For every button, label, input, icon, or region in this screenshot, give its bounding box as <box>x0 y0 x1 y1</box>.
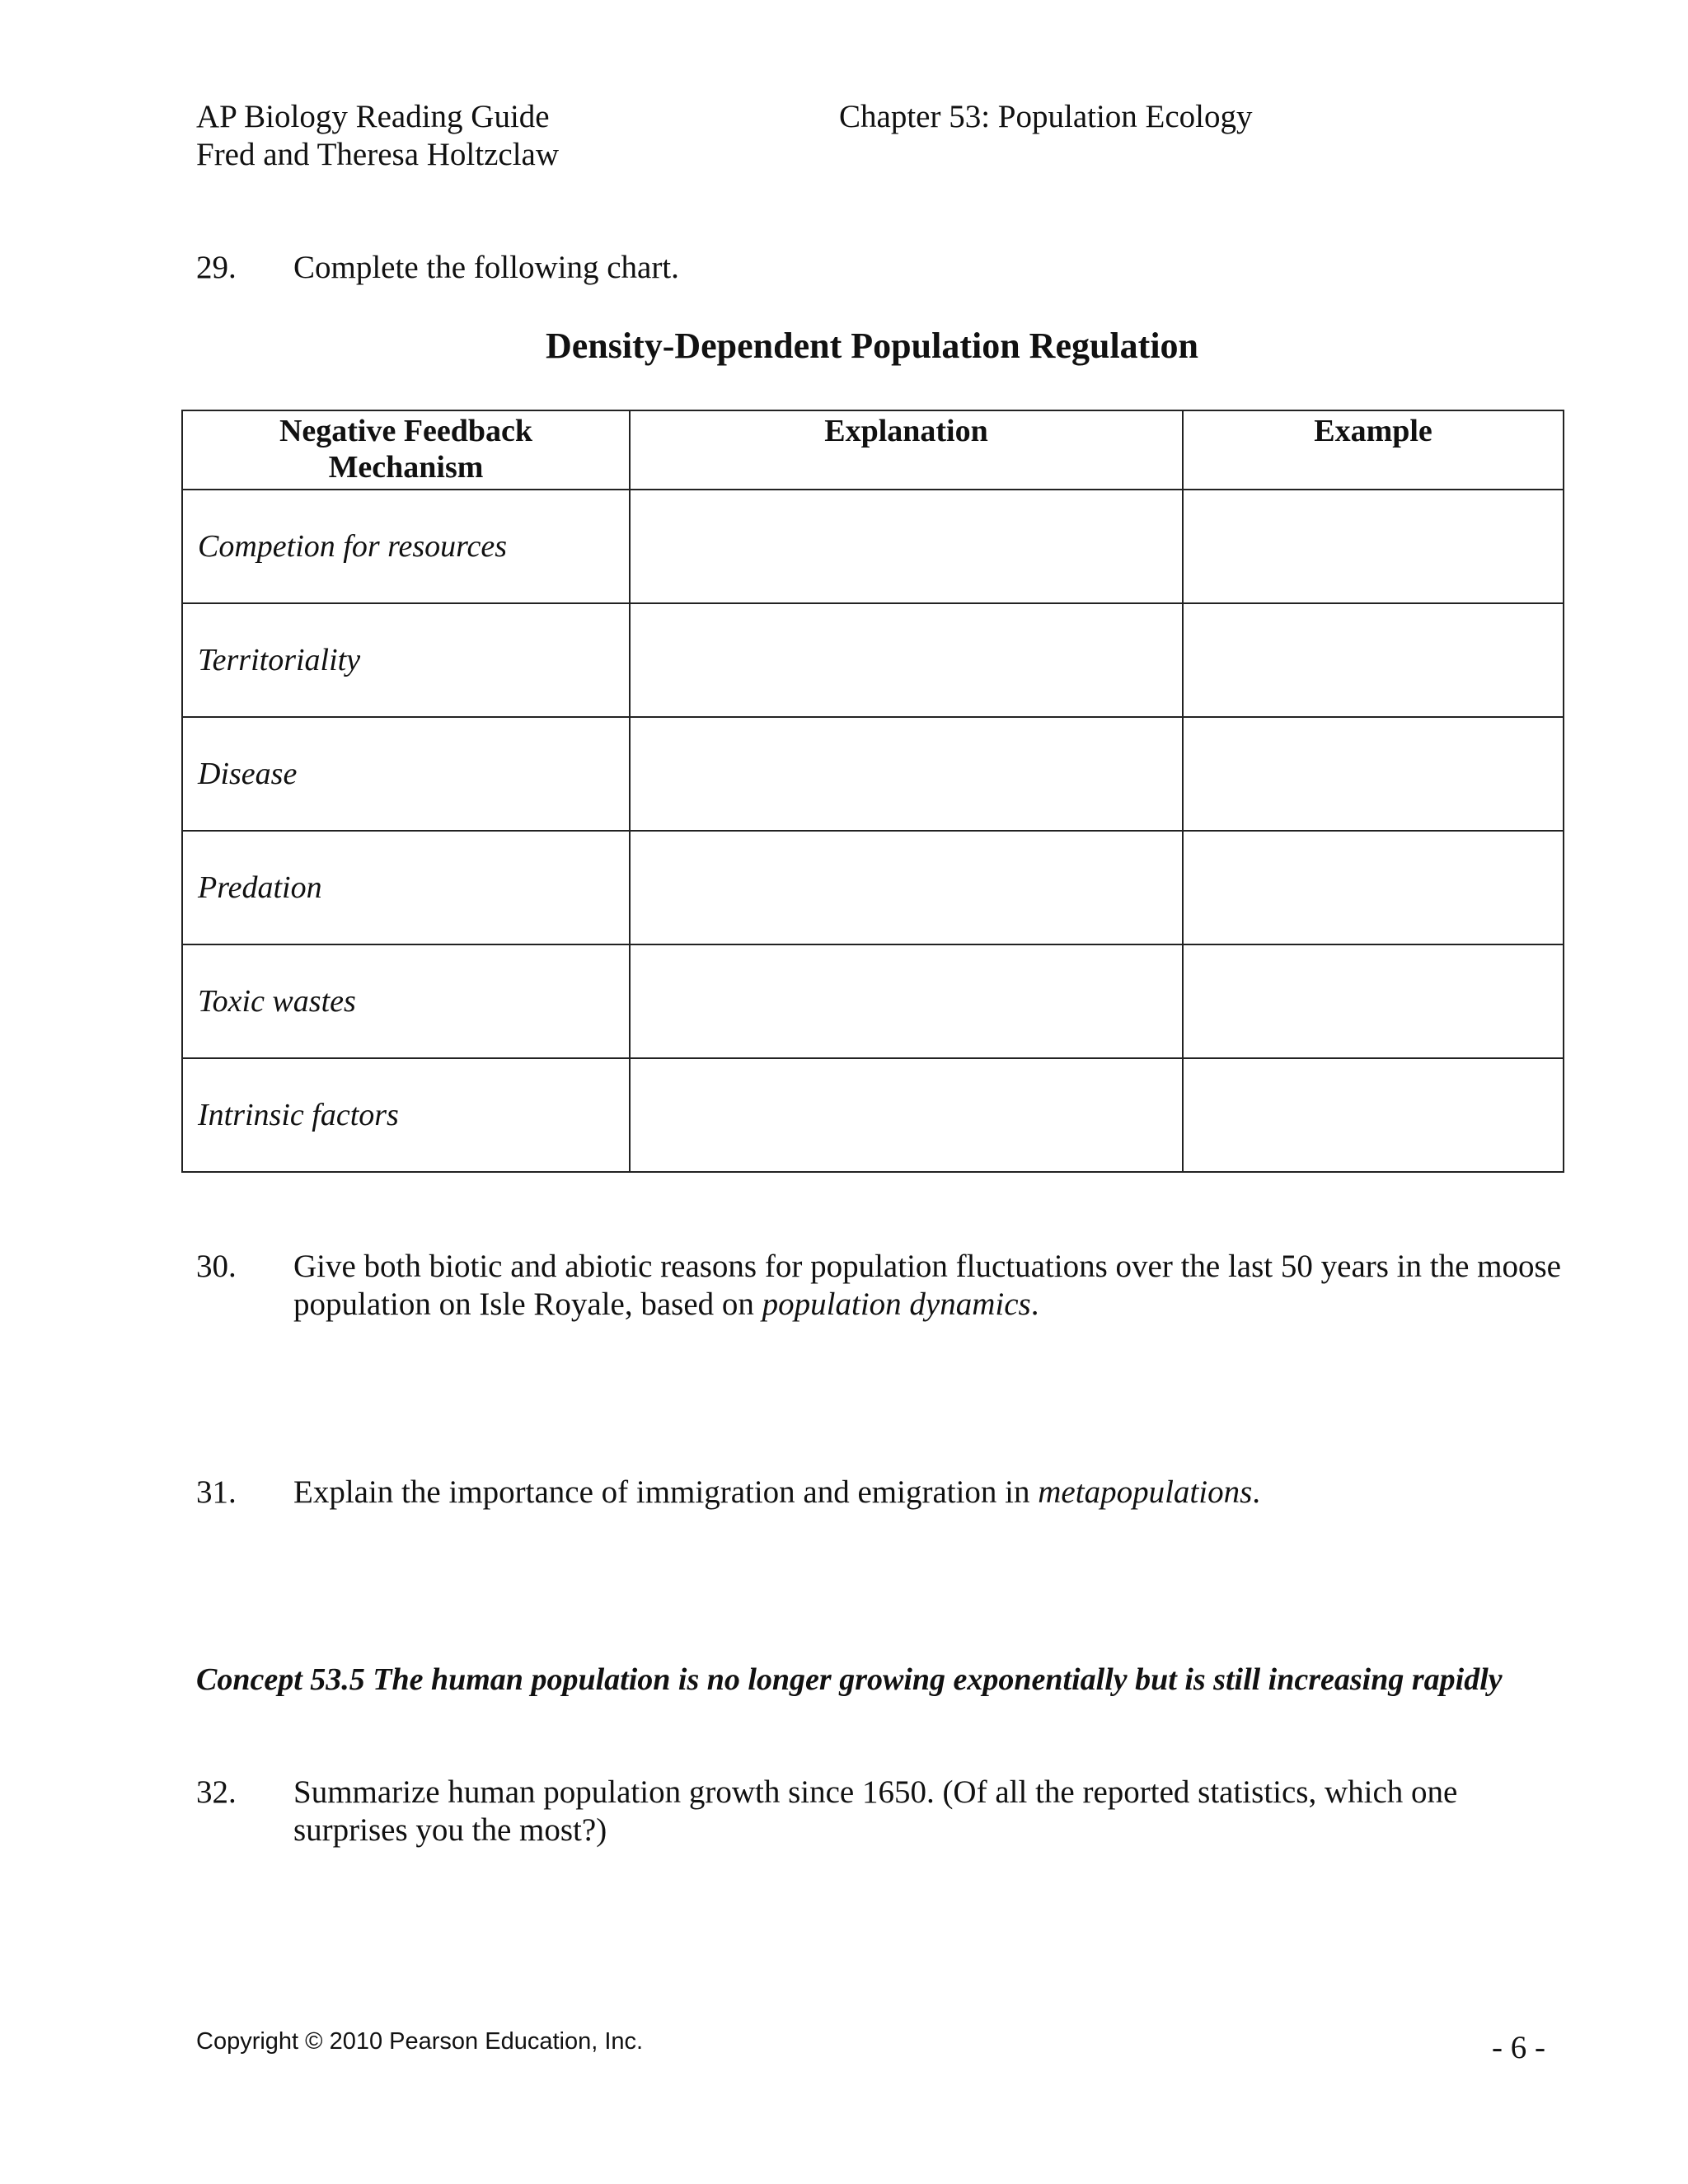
question-29-text: Complete the following chart. <box>293 250 679 285</box>
explanation-cell[interactable] <box>630 831 1183 944</box>
question-30-text-after: . <box>1030 1286 1039 1322</box>
explanation-cell[interactable] <box>630 944 1183 1058</box>
question-30-text <box>293 1248 1563 1324</box>
example-cell[interactable] <box>1183 831 1564 944</box>
explanation-cell[interactable] <box>630 490 1183 603</box>
mechanism-cell: Competion for resources <box>182 490 630 603</box>
example-cell[interactable] <box>1183 944 1564 1058</box>
example-cell[interactable] <box>1183 1058 1564 1172</box>
table-row <box>182 1058 1564 1172</box>
question-32-text: Summarize human population growth since 1650. (Of all the reported statistics, which one surprises you the most?) <box>293 1774 1458 1848</box>
question-31-text-before: Explain the importance of immigration and emigration in <box>293 1474 1039 1510</box>
page-number: - 6 - <box>1492 2030 1545 2065</box>
column-header-explanation: Explanation <box>630 410 1183 490</box>
example-cell[interactable] <box>1183 603 1564 717</box>
mechanism-cell: Territoriality <box>182 603 630 717</box>
question-31-term: metapopulations <box>1038 1474 1253 1510</box>
table-row <box>182 944 1564 1058</box>
question-30-text-before: Give both biotic and abiotic reasons for population fluctuations over the last 50 years in the moose population on Isle Royale, based on <box>293 1249 1561 1322</box>
explanation-cell[interactable] <box>630 603 1183 717</box>
column-header-example: Example <box>1183 410 1564 490</box>
question-31-number: 31. <box>196 1474 237 1510</box>
mechanism-cell: Predation <box>182 831 630 944</box>
explanation-cell[interactable] <box>630 1058 1183 1172</box>
table-row <box>182 831 1564 944</box>
question-31-text-after: . <box>1252 1474 1261 1510</box>
table-row <box>182 490 1564 603</box>
example-cell[interactable] <box>1183 490 1564 603</box>
question-30-number: 30. <box>196 1249 237 1284</box>
question-32-number: 32. <box>196 1774 237 1810</box>
header-chapter: Chapter 53: Population Ecology <box>839 99 1253 134</box>
footer-copyright: Copyright © 2010 Pearson Education, Inc. <box>196 2028 644 2055</box>
mechanism-cell: Disease <box>182 717 630 831</box>
explanation-cell[interactable] <box>630 717 1183 831</box>
chart-title: Density-Dependent Population Regulation <box>545 326 1199 366</box>
density-regulation-chart <box>181 410 1564 1173</box>
header-guide-title: AP Biology Reading Guide <box>196 99 550 134</box>
column-header-mechanism: Negative Feedback Mechanism <box>182 410 630 490</box>
header-authors: Fred and Theresa Holtzclaw <box>196 137 560 172</box>
table-row <box>182 717 1564 831</box>
concept-heading: Concept 53.5 The human population is no longer growing exponentially but is still increasing rapidly <box>196 1662 1503 1697</box>
mechanism-cell: Toxic wastes <box>182 944 630 1058</box>
chart-header-row <box>182 410 1564 490</box>
question-30-term: population dynamics <box>762 1286 1031 1322</box>
example-cell[interactable] <box>1183 717 1564 831</box>
table-row <box>182 603 1564 717</box>
question-31-text <box>293 1474 1260 1511</box>
mechanism-cell: Intrinsic factors <box>182 1058 630 1172</box>
question-29-number: 29. <box>196 250 237 285</box>
